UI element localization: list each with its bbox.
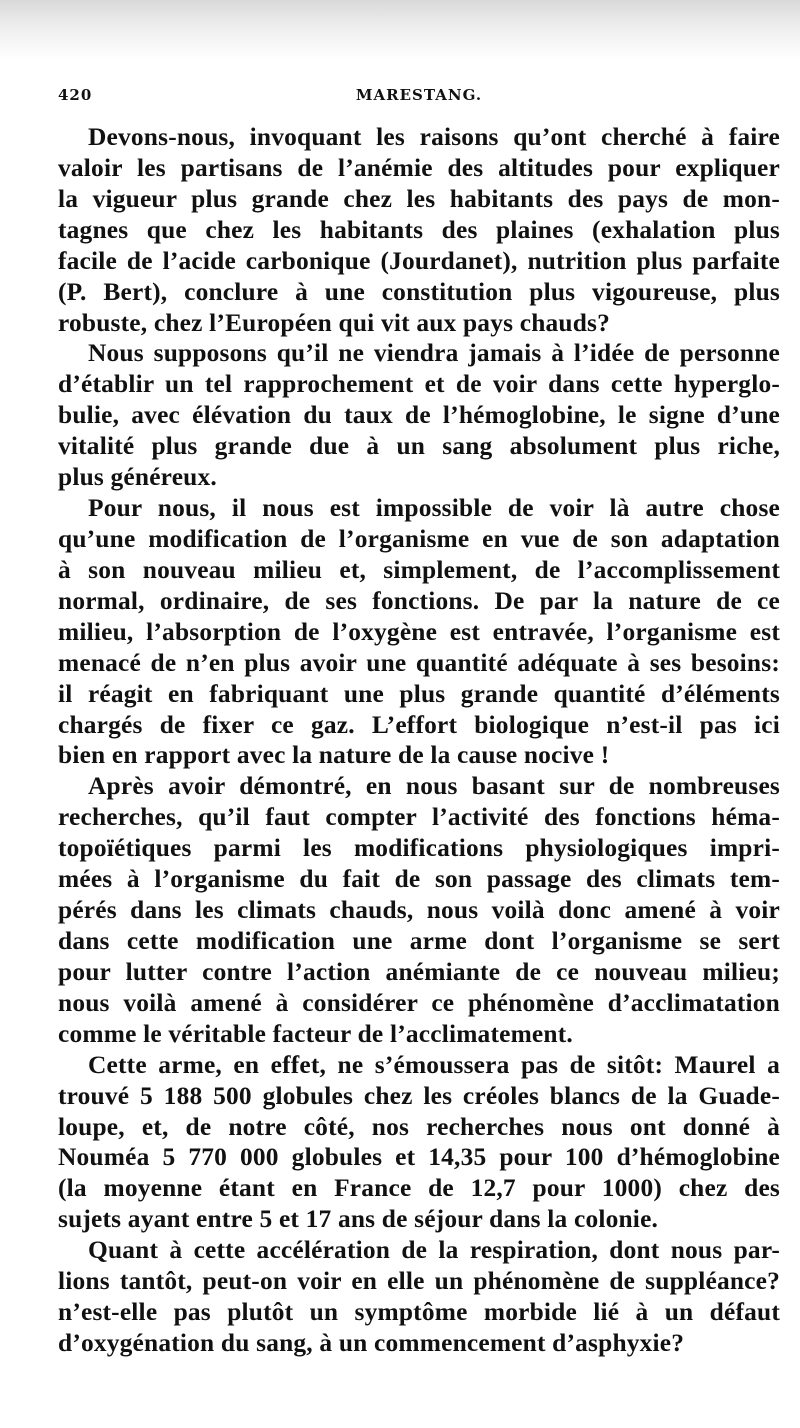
text-line: facile de l’acide carbonique (Jourdanet), nutrition plus parfaite xyxy=(58,246,780,275)
book-page xyxy=(58,86,780,1406)
page-number: 420 xyxy=(58,86,93,104)
text-line: nous voilà amené à considérer ce phénomène d’acclimatation xyxy=(58,988,780,1017)
text-line: il réagit en fabriquant une plus grande quantité d’éléments xyxy=(58,679,780,708)
paragraph xyxy=(58,493,780,771)
text-line: qu’une modification de l’organisme en vue de son adaptation xyxy=(58,524,780,553)
text-line: (P. Bert), conclure à une constitution plus vigoureuse, plus xyxy=(58,277,780,306)
text-line: valoir les partisans de l’anémie des altitudes pour expliquer xyxy=(58,153,780,182)
text-line: robuste, chez l’Européen qui vit aux pays chauds? xyxy=(58,308,611,337)
text-line: vitalité plus grande due à un sang absolument plus riche, xyxy=(58,432,780,461)
text-line: pour lutter contre l’action anémiante de ce nouveau milieu; xyxy=(58,957,780,986)
text-line: à son nouveau milieu et, simplement, de l’accomplissement xyxy=(58,555,780,584)
text-line: sujets ayant entre 5 et 17 ans de séjour dans la colonie. xyxy=(58,1205,659,1234)
scan-shadow xyxy=(0,0,800,60)
text-line: bulie, avec élévation du taux de l’hémoglobine, le signe d’une xyxy=(58,401,780,430)
text-line: Cette arme, en effet, ne s’émoussera pas de sitôt: Maurel a xyxy=(88,1050,780,1079)
text-line: chargés de fixer ce gaz. L’effort biologique n’est-il pas ici xyxy=(58,710,780,739)
text-line: loupe, et, de notre côté, nos recherches nous ont donné à xyxy=(58,1112,780,1141)
text-line: comme le véritable facteur de l’acclimatement. xyxy=(58,1019,573,1048)
paragraph xyxy=(58,771,780,1049)
paragraph xyxy=(58,1050,780,1236)
text-line: la vigueur plus grande chez les habitants des pays de mon- xyxy=(58,184,780,213)
text-line: recherches, qu’il faut compter l’activité des fonctions héma- xyxy=(58,803,780,832)
text-line: Nouméa 5 770 000 globules et 14,35 pour 100 d’hémoglobine xyxy=(58,1143,780,1172)
page-header xyxy=(58,86,780,122)
text-line: plus généreux. xyxy=(58,463,217,492)
text-line: topoïétiques parmi les modifications physiologiques impri- xyxy=(58,834,780,863)
text-line: d’oxygénation du sang, à un commencement d’asphyxie? xyxy=(58,1328,685,1357)
text-line: Devons-nous, invoquant les raisons qu’ont cherché à faire xyxy=(88,123,780,151)
text-line: Quant à cette accélération de la respiration, dont nous par- xyxy=(88,1236,780,1265)
text-line: dans cette modification une arme dont l’organisme se sert xyxy=(58,926,780,955)
text-line: d’établir un tel rapprochement et de voir dans cette hyperglo- xyxy=(58,370,780,399)
text-line: (la moyenne étant en France de 12,7 pour 1000) chez des xyxy=(58,1174,780,1203)
text-line: Pour nous, il nous est impossible de voir là autre chose xyxy=(88,494,780,523)
text-line: mées à l’organisme du fait de son passage des climats tem- xyxy=(58,865,780,894)
text-line: Nous supposons qu’il ne viendra jamais à l’idée de personne xyxy=(88,339,780,368)
running-title: MARESTANG. xyxy=(355,86,483,104)
text-line: milieu, l’absorption de l’oxygène est entravée, l’organisme est xyxy=(58,617,780,646)
text-line: tagnes que chez les habitants des plaines (exhalation plus xyxy=(58,215,780,244)
text-line: Après avoir démontré, en nous basant sur de nombreuses xyxy=(88,772,780,801)
paragraph xyxy=(58,122,780,338)
text-line: bien en rapport avec la nature de la cause nocive ! xyxy=(58,741,610,770)
text-line: pérés dans les climats chauds, nous voilà donc amené à voir xyxy=(58,896,780,925)
body-text xyxy=(58,122,780,1359)
text-line: n’est-elle pas plutôt un symptôme morbide lié à un défaut xyxy=(58,1298,780,1327)
text-line: menacé de n’en plus avoir une quantité adéquate à ses besoins: xyxy=(58,648,780,677)
paragraph xyxy=(58,1235,780,1359)
text-line: normal, ordinaire, de ses fonctions. De par la nature de ce xyxy=(58,586,780,615)
text-line: trouvé 5 188 500 globules chez les créoles blancs de la Guade- xyxy=(58,1081,780,1110)
paragraph xyxy=(58,338,780,493)
text-line: lions tantôt, peut-on voir en elle un phénomène de suppléance? xyxy=(58,1267,780,1296)
